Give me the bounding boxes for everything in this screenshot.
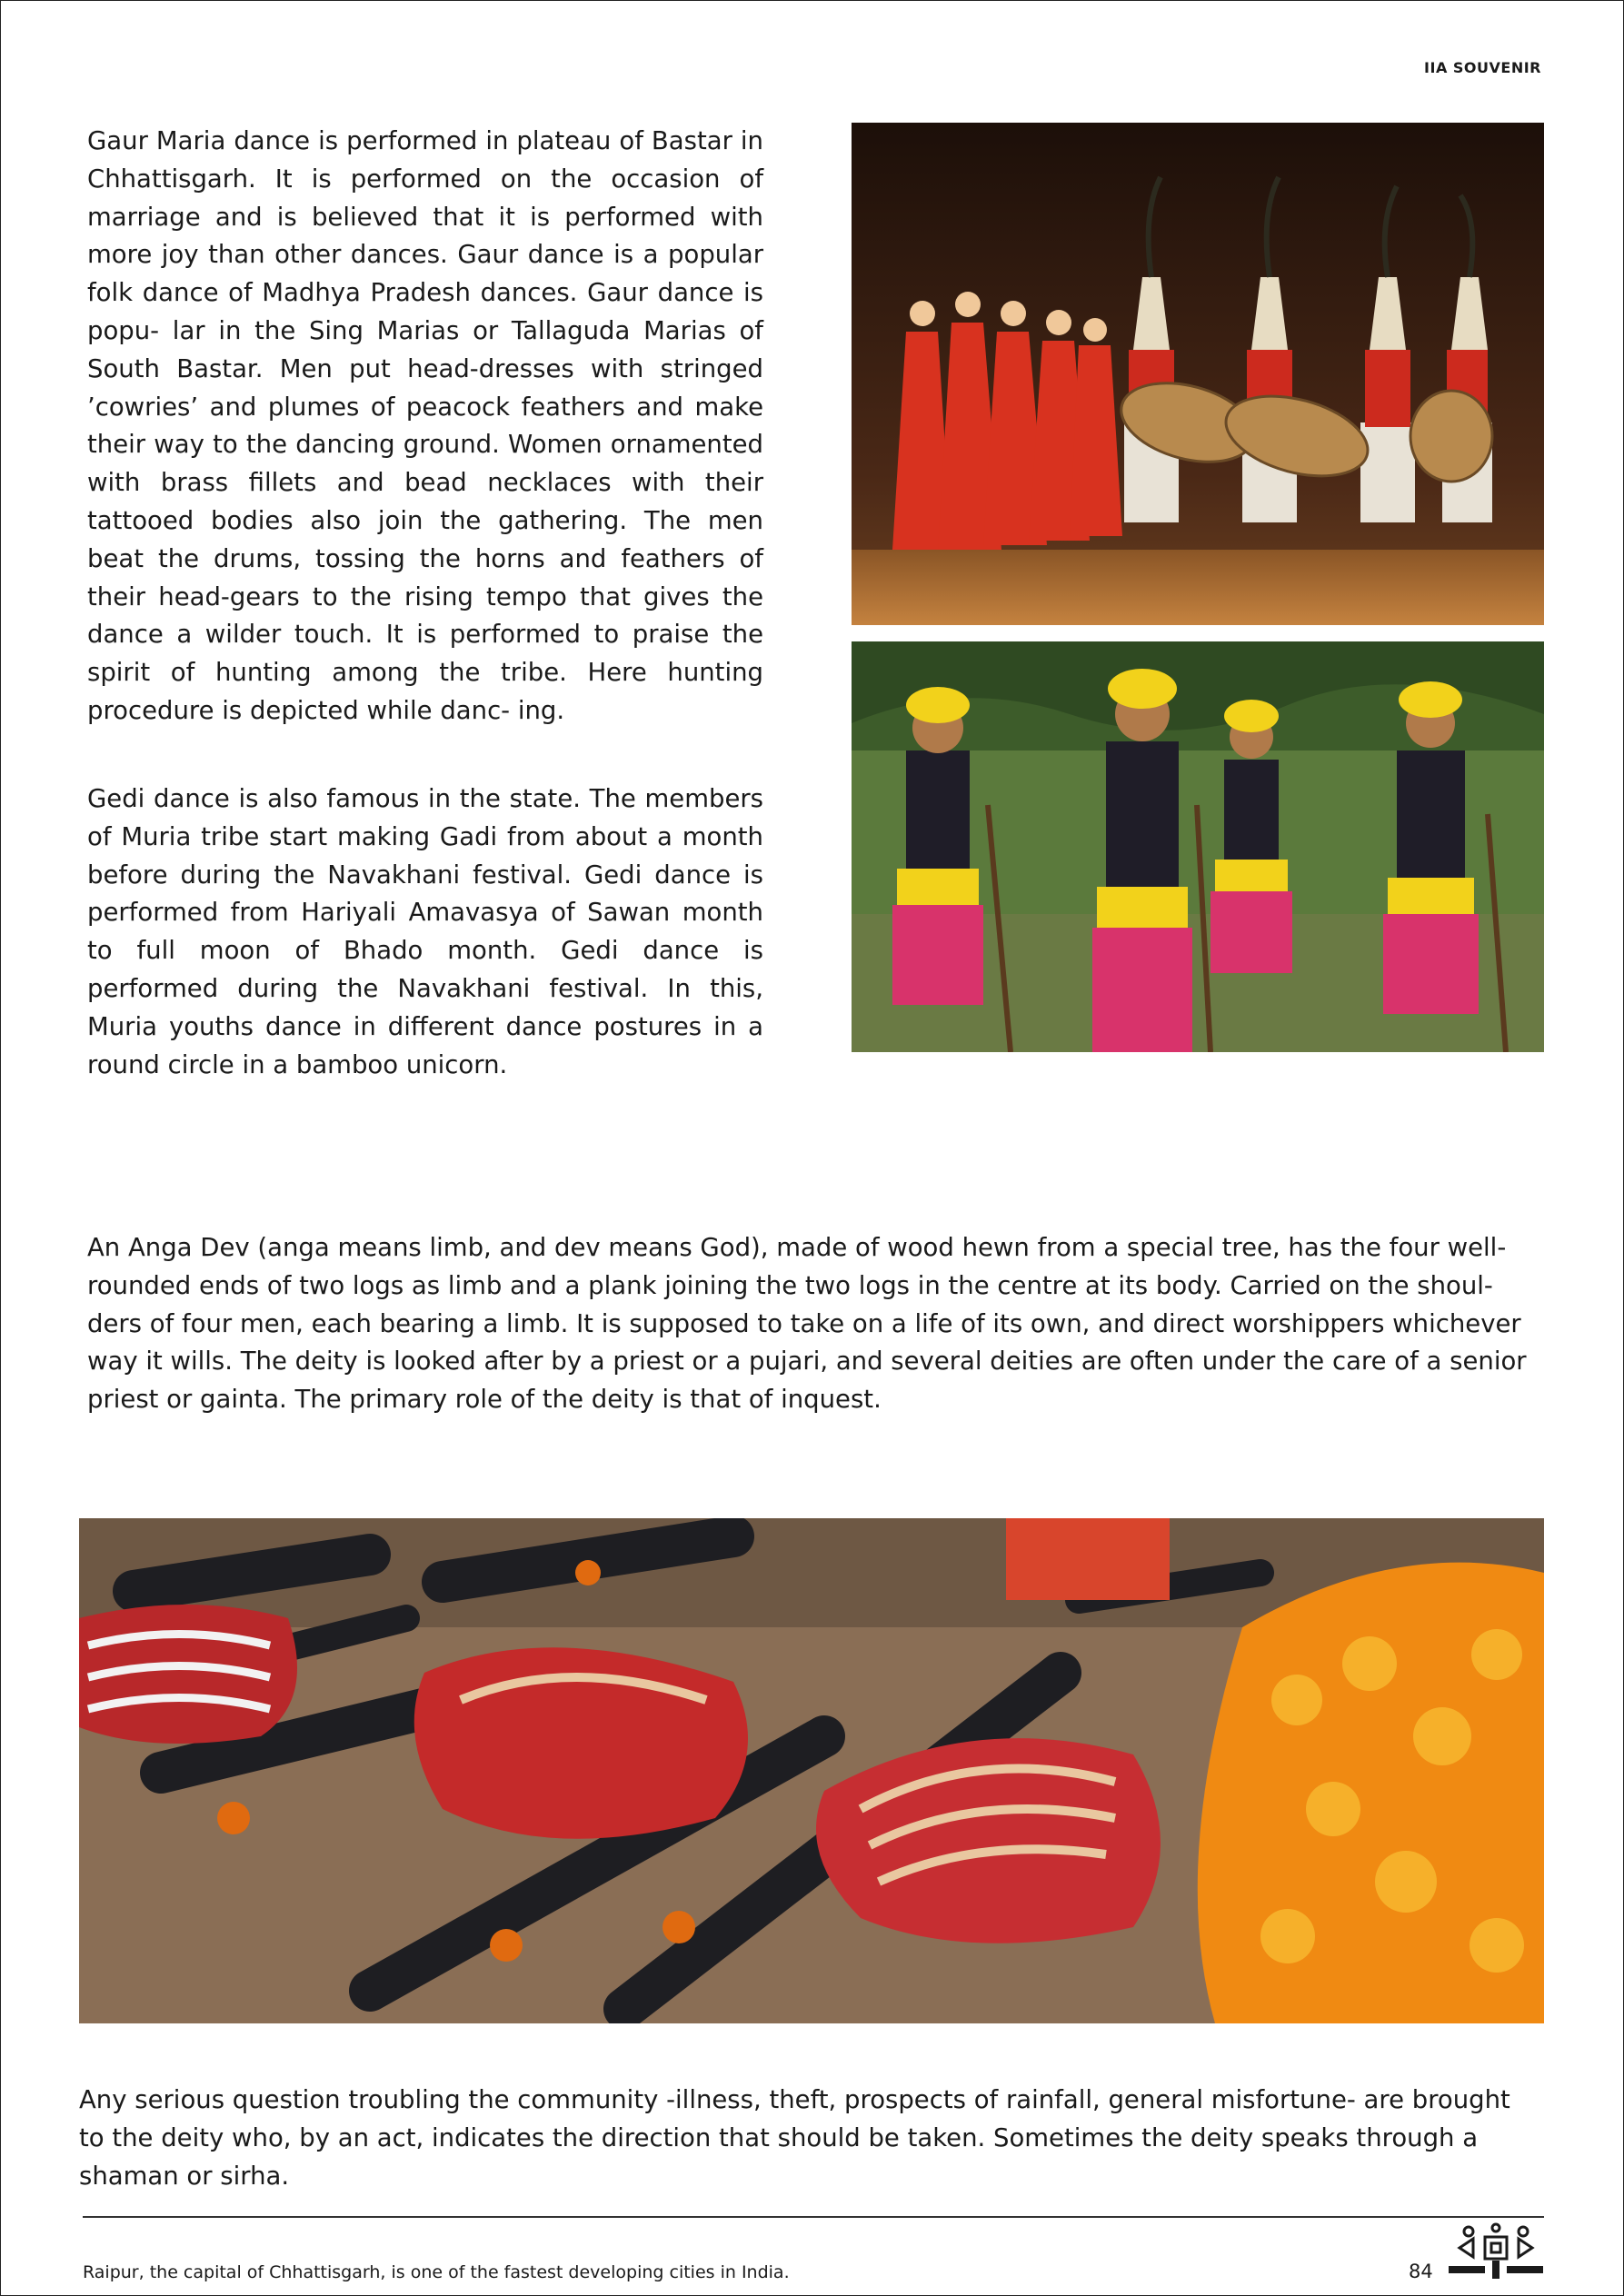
- page-number: 84: [1409, 2261, 1433, 2282]
- gedi-paragraph: Gedi dance is also famous in the state. The members of Muria tribe start making Gadi from about a month before during the Navakhani festival. Gedi dance is performed from Hariyali Amavasya of Sawan month to full moon of Bhado month. Gedi dance is performed during the Navakhani festival. In this, Muria youths dance in different dance postures in a round circle in a bamboo unicorn.: [87, 784, 763, 1079]
- footer-caption: Raipur, the capital of Chhattisgarh, is one of the fastest developing cities in India.: [83, 2262, 790, 2282]
- tribal-motif-icon: [1441, 2221, 1550, 2284]
- page-header: IIA SOUVENIR: [1424, 59, 1541, 76]
- anga-dev-photo: [79, 1518, 1544, 2023]
- anga-dev-paragraph: An Anga Dev (anga means limb, and dev means God), made of wood hewn from a special tree, has the four well-rounded ends of two logs as limb and a plank joining the two logs in the centre at its body. Carried on the shoul- ders of four men, each bearing a limb. It is supposed to take on a life of its own, and direct worshippers whichever way it wills. The deity is looked after by a priest or a pujari, and several deities are often under the care of a senior priest or gainta. The primary role of the deity is that of inquest.: [87, 1233, 1527, 1415]
- gaur-maria-paragraph: Gaur Maria dance is performed in plateau of Bastar in Chhattisgarh. It is performed on the occasion of marriage and is believed that it is performed with more joy than other dances. Gaur dance is a popular folk dance of Madhya Pradesh dances. Gaur dance is popu- lar in the Sing Marias or Tallaguda Marias of South Bastar. Men put head-dresses with stringed ’cowries’ and plumes of peacock feathers and make their way to the dancing ground. Women ornamented with brass fillets and bead necklaces with their tattooed bodies also join the gathering. The men beat the drums, tossing the horns and feathers of their head-gears to the rising tempo that gives the dance a wilder touch. It is performed to praise the spirit of hunting among the tribe. Here hunting procedure is depicted while danc- ing.: [87, 126, 763, 725]
- community-paragraph: Any serious question troubling the community -illness, theft, prospects of rainfall, general misfortune- are brought to the deity who, by an act, indicates the direction that should be taken. Sometimes the deity speaks through a shaman or sirha.: [79, 2085, 1510, 2191]
- gedi-dance-photo: [852, 641, 1544, 1052]
- footer-divider: [83, 2216, 1544, 2218]
- gaur-dance-photo: [852, 123, 1544, 625]
